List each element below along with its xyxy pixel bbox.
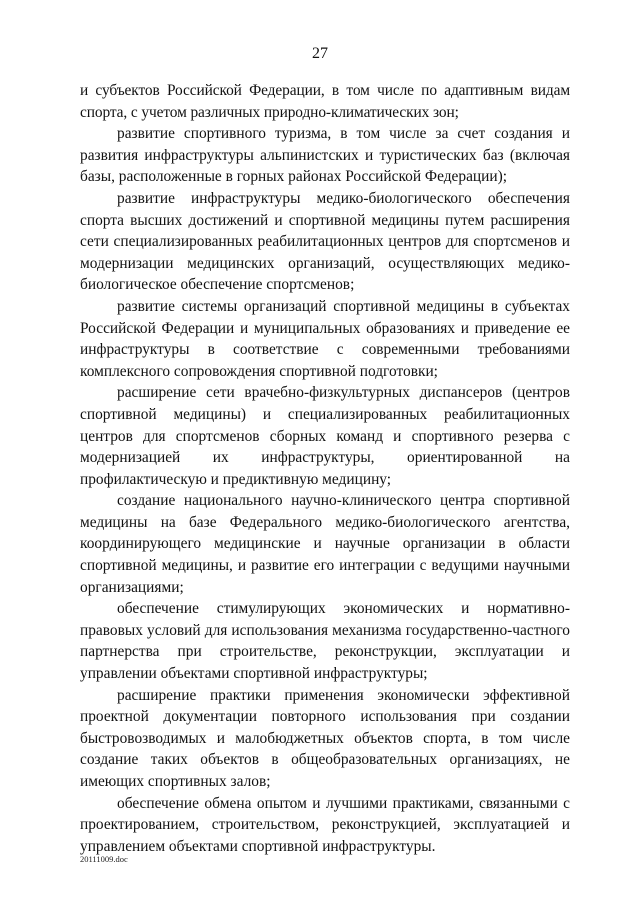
paragraph-medical-infrastructure: развитие инфраструктуры медико-биологического обеспечения спорта высших достижений и спортивной медицины путем расширения сети специализированных реабилитационных центров для спортсменов и модернизации медицинских организаций, осуществляющих медико-биологическое обеспечение спортсменов; — [80, 189, 570, 294]
document-body — [80, 80, 570, 857]
paragraph-sports-medicine-system: развитие системы организаций спортивной медицины в субъектах Российской Федерации и муниципальных образованиях и приведение ее инфраструктуры в соответствие с современными требованиями комплексного сопровождения спортивной подготовки; — [80, 297, 570, 380]
footer-filename: 20111009.doc — [80, 854, 128, 864]
paragraph-sports-tourism: развитие спортивного туризма, в том числе за счет создания и развития инфраструктуры альпинистских и туристических баз (включая базы, расположенные в горных районах Российской Федерации); — [80, 125, 570, 186]
paragraph-public-private-partnership: обеспечение стимулирующих экономических и нормативно-правовых условий для использования механизма государственно-частного партнерства при строительстве, реконструкции, эксплуатации и управлении объектами спортивной инфраструктуры; — [80, 600, 570, 683]
page-number: 27 — [312, 45, 328, 62]
paragraph-project-documentation: расширение практики применения экономически эффективной проектной документации повторного использования при создании быстровозводимых и малобюджетных объектов спорта, в том числе создание таких объектов в общеобразовательных организациях, не имеющих спортивных залов; — [80, 686, 570, 790]
paragraph-clinical-center: создание национального научно-клинического центра спортивной медицины на базе Федерального медико-биологического агентства, координирующего медицинские и научные организации в области спортивной медицины, и развитие его интеграции с ведущими научными организациями; — [80, 492, 570, 596]
paragraph-experience-exchange: обеспечение обмена опытом и лучшими практиками, связанными с проектированием, строительством, реконструкцией, эксплуатацией и управлением объектами спортивной инфраструктуры. — [80, 794, 570, 855]
paragraph-dispensaries: расширение сети врачебно-физкультурных диспансеров (центров спортивной медицины) и специализированных реабилитационных центров для спортсменов сборных команд и спортивного резерва с модернизацией их инфраструктуры, ориентированной на профилактическую и предиктивную медицину; — [80, 384, 570, 488]
paragraph-continuation: и субъектов Российской Федерации, в том числе по адаптивным видам спорта, с учетом различных природно-климатических зон; — [80, 82, 570, 121]
